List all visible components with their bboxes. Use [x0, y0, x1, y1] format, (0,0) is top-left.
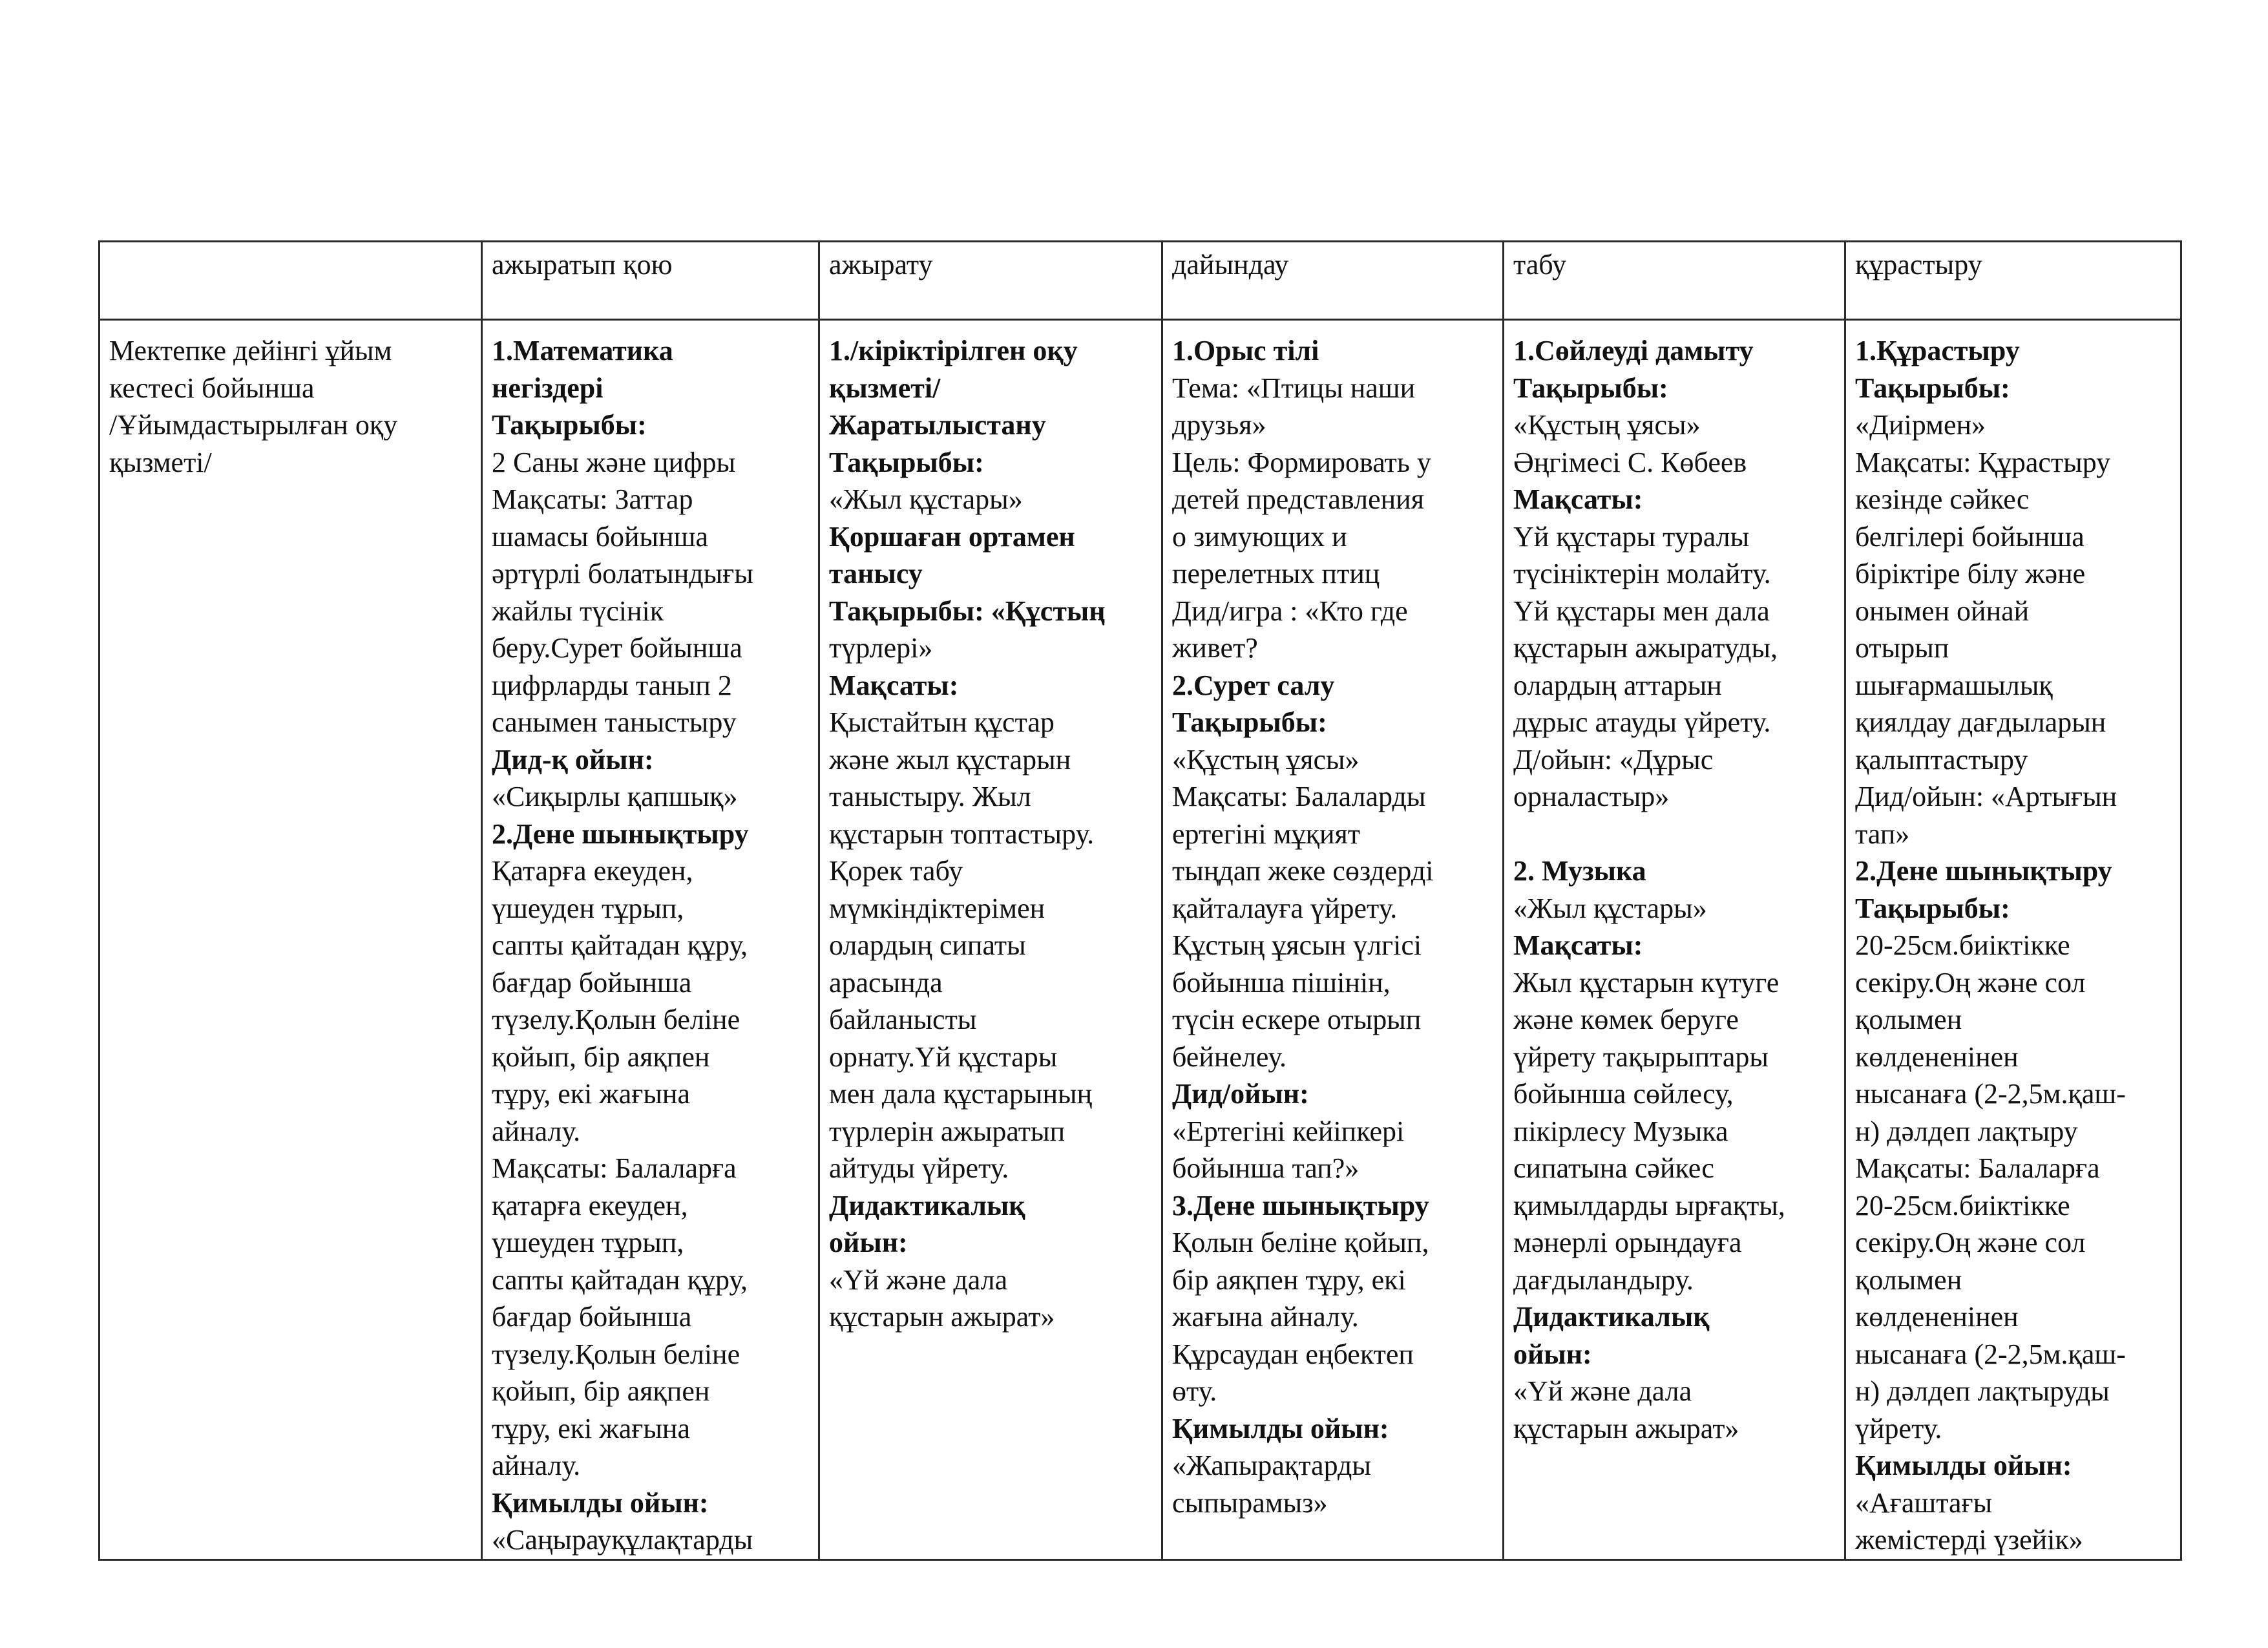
cell-text-line: Дид-қ ойын:	[492, 743, 654, 776]
cell-text-line: «Ағаштағы	[1855, 1486, 1993, 1519]
row-label-cell	[100, 320, 482, 1560]
cell-text-line: Цель: Формировать у	[1172, 446, 1431, 478]
cell-text-line: 2. Музыка	[1513, 855, 1646, 887]
header-cell: ажырату	[819, 242, 1162, 320]
cell-text-line: 20-25см.биіктікке	[1855, 929, 2070, 961]
cell-text-line: мәнерлі орындауға	[1513, 1227, 1742, 1258]
cell-text-line: Дидактикалық	[829, 1189, 1025, 1221]
cell-text-line: Тақырыбы: «Құстың	[829, 595, 1106, 627]
cell-text-line: Мақсаты: Балаларды	[1172, 781, 1426, 812]
cell-text-line: қызметі/	[829, 372, 941, 404]
cell-text-line: онымен ойнай	[1855, 595, 2030, 627]
cell-text-line: перелетных птиц	[1172, 558, 1380, 589]
cell-text-line: бойынша пішінін,	[1172, 966, 1391, 998]
cell-text-line: және көмек беруге	[1513, 1004, 1739, 1035]
cell-text-line: Дид/ойын: «Артығын	[1855, 781, 2117, 812]
cell-text-line: Қолын беліне қойып,	[1172, 1227, 1429, 1258]
cell-text-line: құстарын ажырат»	[1513, 1412, 1739, 1444]
cell-text-line: олардың аттарын	[1513, 669, 1722, 701]
cell-text-line: Үй құстары туралы	[1513, 520, 1750, 553]
cell-text-line: бір аяқпен тұру, екі	[1172, 1263, 1406, 1296]
cell-text-line: сапты қайтадан құру,	[492, 929, 748, 961]
day-cell	[482, 320, 819, 1560]
cell-text-line: шығармашылық	[1855, 669, 2053, 701]
cell-text-line: айналу.	[492, 1450, 581, 1481]
cell-text-line: мен дала құстарының	[829, 1078, 1093, 1110]
cell-text-line: таныстыру. Жыл	[829, 781, 1031, 812]
cell-text-line: үйрету.	[1855, 1412, 1942, 1444]
cell-text-line: түзелу.Қолын беліне	[492, 1004, 740, 1035]
cell-text-line: түрлері»	[829, 632, 933, 664]
cell-text-line: тыңдап жеке сөздерді	[1172, 855, 1434, 887]
cell-text-line: өту.	[1172, 1375, 1217, 1407]
day-cell	[1845, 320, 2181, 1560]
cell-text-line: детей представления	[1172, 483, 1424, 515]
cell-text-line: тап»	[1855, 818, 1910, 850]
cell-text-line: құстарын ажыратуды,	[1513, 632, 1778, 664]
lesson-plan-table	[98, 240, 2182, 1561]
cell-text-line: жемістерді үзейік»	[1855, 1524, 2083, 1556]
cell-text-line: құстарын ажырат»	[829, 1301, 1055, 1333]
cell-text-line: «Құстың ұясы»	[1513, 409, 1701, 441]
cell-text-line: қойып, бір аяқпен	[492, 1375, 710, 1407]
row-label-line: Мектепке дейінгі ұйым	[109, 335, 392, 366]
cell-text-line: негіздері	[492, 372, 604, 404]
cell-text-line: әртүрлі болатындығы	[492, 558, 753, 589]
cell-text-line: 1.Орыс тілі	[1172, 335, 1319, 366]
cell-text-line: дағдыландыру.	[1513, 1263, 1694, 1296]
cell-text-line: живет?	[1172, 632, 1258, 664]
cell-text-line: тұру, екі жағына	[492, 1412, 690, 1444]
cell-text-line: Жаратылыстану	[829, 409, 1046, 441]
header-cell: табу	[1504, 242, 1845, 320]
cell-text-line: Тақырыбы:	[492, 409, 647, 441]
cell-text-line: нысанаға (2-2,5м.қаш-	[1855, 1078, 2126, 1110]
cell-text-line: пікірлесу Музыка	[1513, 1115, 1728, 1147]
cell-text-line: белгілері бойынша	[1855, 520, 2084, 553]
cell-text-line: 20-25см.биіктікке	[1855, 1189, 2070, 1221]
cell-text-line: 2 Саны және цифры	[492, 446, 736, 478]
cell-text-line: көлдененінен	[1855, 1041, 2019, 1073]
cell-text-line: Қатарға екеуден,	[492, 855, 693, 887]
cell-text-line: ертегіні мұқият	[1172, 818, 1360, 850]
cell-text-line: орнату.Үй құстары	[829, 1041, 1058, 1073]
cell-text-line: «Жапырақтарды	[1172, 1450, 1371, 1481]
cell-text-line: Құстың ұясын үлгісі	[1172, 929, 1422, 961]
cell-text-line: арасында	[829, 966, 943, 998]
cell-text-line: Тема: «Птицы наши	[1172, 372, 1416, 404]
cell-text-line: «Жыл құстары»	[1513, 892, 1707, 924]
cell-text-line: Қимылды ойын:	[492, 1486, 709, 1519]
cell-text-line	[1513, 816, 1835, 853]
cell-text-line: мүмкіндіктерімен	[829, 892, 1045, 924]
cell-text-line: олардың сипаты	[829, 929, 1026, 961]
cell-text-line: «Жыл құстары»	[829, 483, 1023, 515]
header-cell: құрастыру	[1845, 242, 2181, 320]
cell-text-line: кезінде сәйкес	[1855, 483, 2030, 515]
cell-text-line: Д/ойын: «Дұрыс	[1513, 743, 1714, 776]
cell-text-line: Әңгімесі С. Көбеев	[1513, 446, 1747, 478]
cell-text-line: 2.Дене шынықтыру	[1855, 855, 2112, 887]
day-cell	[1504, 320, 1845, 1560]
cell-text-line: Қоршаған ортамен	[829, 520, 1075, 553]
cell-text-line: н) дәлдеп лақтыру	[1855, 1115, 2078, 1147]
cell-text-line: 2.Сурет салу	[1172, 669, 1335, 701]
cell-text-line: «Диірмен»	[1855, 409, 1986, 441]
cell-text-line: бойынша тап?»	[1172, 1152, 1360, 1184]
cell-text-line: танысу	[829, 558, 923, 589]
cell-text-line: Мақсаты: Құрастыру	[1855, 446, 2111, 478]
cell-text-line: «Сиқырлы қапшық»	[492, 781, 738, 812]
cell-text-line: қимылдарды ырғақты,	[1513, 1189, 1785, 1221]
cell-text-line: жайлы түсінік	[492, 595, 664, 627]
cell-text-line: беру.Сурет бойынша	[492, 632, 742, 664]
cell-text-line: қатарға екеуден,	[492, 1189, 688, 1221]
cell-text-line: «Үй және дала	[1513, 1375, 1692, 1407]
cell-text-line: Тақырыбы:	[1855, 892, 2010, 924]
cell-text-line: Мақсаты: Балаларға	[492, 1152, 737, 1184]
cell-text-line: секіру.Оң және сол	[1855, 1227, 2086, 1258]
cell-text-line: Дид/игра : «Кто где	[1172, 595, 1408, 627]
cell-text-line: 1.Сөйлеуді дамыту	[1513, 335, 1754, 366]
cell-text-line: Тақырыбы:	[829, 446, 984, 478]
cell-text-line: Мақсаты: Заттар	[492, 483, 693, 515]
row-label-line: қызметі/	[109, 446, 212, 478]
cell-text-line: түсініктерін молайту.	[1513, 558, 1771, 589]
cell-text-line: Мақсаты:	[1513, 483, 1643, 515]
cell-text-line: көлдененінен	[1855, 1301, 2019, 1333]
cell-text-line: «Үй және дала	[829, 1263, 1008, 1296]
cell-text-line: Тақырыбы:	[1172, 706, 1327, 738]
cell-text-line: «Саңырауқұлақтарды	[492, 1524, 753, 1556]
cell-text-line: бейнелеу.	[1172, 1041, 1286, 1073]
cell-text-line: түрлерін ажыратып	[829, 1115, 1066, 1147]
cell-text-line: шамасы бойынша	[492, 520, 709, 553]
cell-text-line: құстарын топтастыру.	[829, 818, 1095, 850]
header-row	[100, 242, 2181, 320]
cell-text-line: біріктіре білу және	[1855, 558, 2086, 589]
header-cell: ажыратып қою	[482, 242, 819, 320]
cell-text-line: секіру.Оң және сол	[1855, 966, 2086, 998]
cell-text-line: бағдар бойынша	[492, 1301, 692, 1333]
day-cell	[1162, 320, 1504, 1560]
cell-text-line: қиялдау дағдыларын	[1855, 706, 2106, 738]
cell-text-line: қойып, бір аяқпен	[492, 1041, 710, 1073]
cell-text-line: Дидактикалық	[1513, 1301, 1710, 1333]
cell-text-line: қолымен	[1855, 1263, 1962, 1296]
cell-text-line: үшеуден тұрып,	[492, 892, 684, 924]
cell-text-line: Тақырыбы:	[1513, 372, 1668, 404]
cell-text-line: тұру, екі жағына	[492, 1078, 690, 1110]
cell-text-line: Мақсаты:	[1513, 929, 1643, 961]
cell-text-line: нысанаға (2-2,5м.қаш-	[1855, 1338, 2126, 1370]
cell-text-line: Құрсаудан еңбектеп	[1172, 1338, 1414, 1370]
cell-text-line: Үй құстары мен дала	[1513, 595, 1770, 627]
cell-text-line: Қимылды ойын:	[1855, 1450, 2072, 1481]
cell-text-line: 3.Дене шынықтыру	[1172, 1189, 1429, 1221]
cell-text-line: 1.Математика	[492, 335, 673, 366]
cell-text-line: ойын:	[1513, 1338, 1592, 1370]
cell-text-line: «Құстың ұясы»	[1172, 743, 1360, 776]
row-label-line: /Ұйымдастырылған оқу	[109, 409, 398, 441]
cell-text-line: байланысты	[829, 1004, 977, 1035]
cell-text-line: о зимующих и	[1172, 520, 1347, 553]
cell-text-line: жағына айналу.	[1172, 1301, 1359, 1333]
day-cell	[819, 320, 1162, 1560]
cell-text-line: «Ертегіні кейіпкері	[1172, 1115, 1405, 1147]
cell-text-line: Жыл құстарын күтуге	[1513, 966, 1780, 998]
cell-text-line: 1./кіріктірілген оқу	[829, 335, 1078, 366]
cell-text-line: Дид/ойын:	[1172, 1078, 1309, 1110]
content-row	[100, 320, 2181, 1560]
cell-text-line: 2.Дене шынықтыру	[492, 818, 749, 850]
cell-text-line: Қыстайтын құстар	[829, 706, 1055, 738]
cell-text-line: сапты қайтадан құру,	[492, 1263, 748, 1296]
cell-text-line: бойынша сөйлесу,	[1513, 1078, 1734, 1110]
cell-text-line: Қорек табу	[829, 855, 963, 887]
row-label-line: кестесі бойынша	[109, 372, 315, 404]
cell-text-line: 1.Құрастыру	[1855, 335, 2020, 366]
cell-text-line: сыпырамыз»	[1172, 1486, 1328, 1519]
cell-text-line: айналу.	[492, 1115, 581, 1147]
header-cell: дайындау	[1162, 242, 1504, 320]
cell-text-line: қолымен	[1855, 1004, 1962, 1035]
cell-text-line: орналастыр»	[1513, 781, 1670, 812]
cell-text-line: дұрыс атауды үйрету.	[1513, 706, 1771, 738]
cell-text-line: цифрларды танып 2	[492, 669, 732, 701]
cell-text-line: айтуды үйрету.	[829, 1152, 1009, 1184]
cell-text-line: үшеуден тұрып,	[492, 1227, 684, 1258]
header-cell-empty	[100, 242, 482, 320]
cell-text-line: үйрету тақырыптары	[1513, 1041, 1769, 1073]
cell-text-line: Қимылды ойын:	[1172, 1412, 1389, 1444]
cell-text-line: бағдар бойынша	[492, 966, 692, 998]
cell-text-line: Мақсаты: Балаларға	[1855, 1152, 2100, 1184]
cell-text-line: және жыл құстарын	[829, 743, 1071, 776]
cell-text-line: қалыптастыру	[1855, 743, 2028, 776]
cell-text-line: ойын:	[829, 1227, 908, 1258]
cell-text-line: отырып	[1855, 632, 1949, 664]
cell-text-line: түсін ескере отырып	[1172, 1004, 1422, 1035]
cell-text-line: қайталауға үйрету.	[1172, 892, 1398, 924]
cell-text-line: друзья»	[1172, 409, 1266, 441]
cell-text-line: Мақсаты:	[829, 669, 959, 701]
cell-text-line: н) дәлдеп лақтыруды	[1855, 1375, 2110, 1407]
cell-text-line: түзелу.Қолын беліне	[492, 1338, 740, 1370]
cell-text-line: Тақырыбы:	[1855, 372, 2010, 404]
cell-text-line: сипатына сәйкес	[1513, 1152, 1714, 1184]
cell-text-line: санымен таныстыру	[492, 706, 737, 738]
